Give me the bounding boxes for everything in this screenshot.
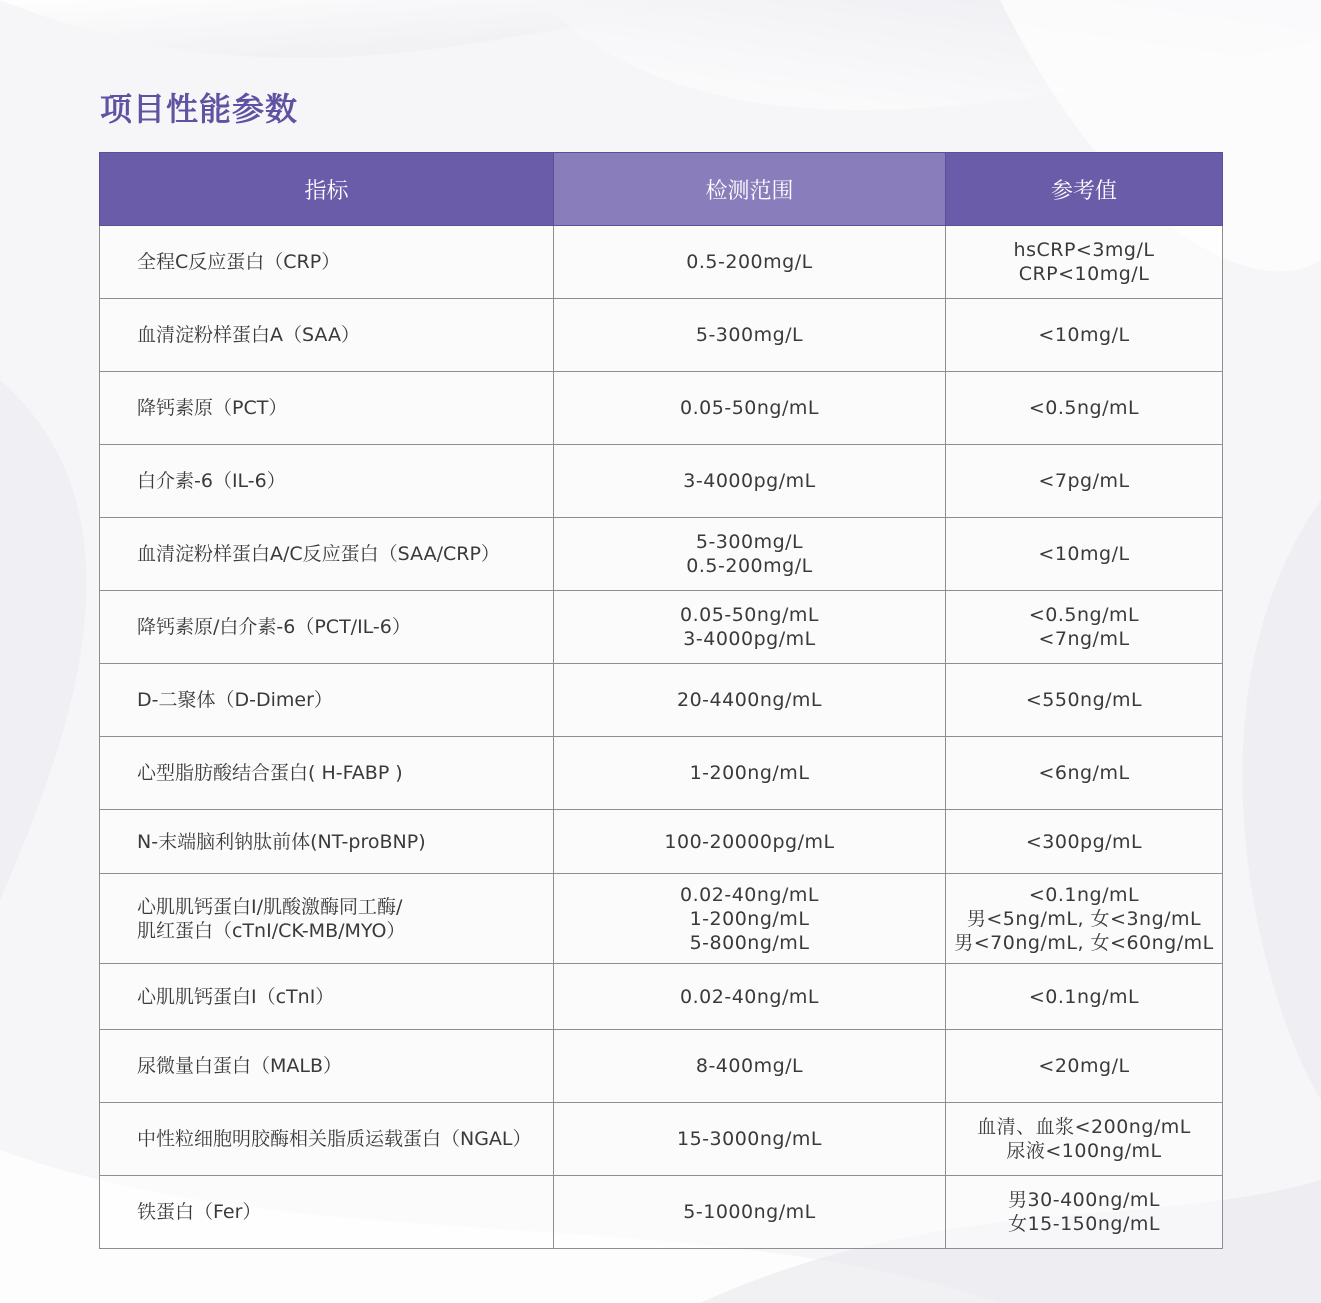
indicator-cell-line: 降钙素原/白介素-6（PCT/IL-6） bbox=[137, 616, 411, 638]
reference-cell bbox=[946, 1030, 1223, 1103]
range-cell-line: 3-4000pg/mL bbox=[683, 628, 816, 650]
table-row bbox=[100, 874, 1223, 964]
reference-cell-line: <7pg/mL bbox=[1038, 470, 1130, 492]
table-row bbox=[100, 299, 1223, 372]
table-row bbox=[100, 445, 1223, 518]
indicator-cell bbox=[100, 372, 554, 445]
range-cell bbox=[554, 1103, 946, 1176]
range-cell-line: 0.02-40ng/mL bbox=[680, 985, 819, 1008]
range-cell-line: 0.05-50ng/mL bbox=[680, 397, 819, 419]
reference-cell-line: <7ng/mL bbox=[1038, 628, 1130, 650]
range-cell-line: 1-200ng/mL bbox=[689, 762, 810, 784]
table-row bbox=[100, 1030, 1223, 1103]
indicator-cell bbox=[100, 226, 554, 299]
table-row bbox=[100, 964, 1223, 1030]
indicator-cell-line: 心肌肌钙蛋白I/肌酸激酶同工酶/ bbox=[137, 895, 403, 918]
indicator-cell bbox=[100, 874, 554, 964]
range-cell bbox=[554, 445, 946, 518]
range-cell bbox=[554, 810, 946, 874]
range-cell bbox=[554, 372, 946, 445]
indicator-cell-line: D-二聚体（D-Dimer） bbox=[137, 689, 333, 711]
table-row bbox=[100, 591, 1223, 664]
reference-cell-line: <0.5ng/mL bbox=[1028, 397, 1140, 419]
range-cell bbox=[554, 1030, 946, 1103]
indicator-cell-line: 尿微量白蛋白（MALB） bbox=[137, 1055, 343, 1077]
indicator-cell-line: 心型脂肪酸结合蛋白( H-FABP ) bbox=[137, 762, 403, 784]
range-cell-line: 5-300mg/L bbox=[695, 324, 804, 346]
table-row bbox=[100, 810, 1223, 874]
range-cell-line: 0.05-50ng/mL bbox=[680, 604, 819, 626]
table-row bbox=[100, 1103, 1223, 1176]
table-header-row bbox=[100, 153, 1223, 226]
indicator-cell-line: 白介素-6（IL-6） bbox=[137, 470, 286, 492]
indicator-cell bbox=[100, 299, 554, 372]
indicator-cell bbox=[100, 664, 554, 737]
table-row bbox=[100, 226, 1223, 299]
reference-cell bbox=[946, 874, 1223, 964]
range-cell bbox=[554, 591, 946, 664]
reference-cell-line: <6ng/mL bbox=[1038, 762, 1130, 784]
reference-cell bbox=[946, 518, 1223, 591]
table-row bbox=[100, 1176, 1223, 1249]
reference-cell bbox=[946, 1176, 1223, 1249]
range-cell bbox=[554, 518, 946, 591]
range-cell-line: 20-4400ng/mL bbox=[677, 689, 822, 711]
reference-cell-line: <0.5ng/mL bbox=[1028, 604, 1140, 626]
reference-cell bbox=[946, 964, 1223, 1030]
indicator-cell bbox=[100, 1030, 554, 1103]
reference-cell-line: <10mg/L bbox=[1038, 543, 1130, 565]
indicator-cell bbox=[100, 1103, 554, 1176]
header-indicator: 指标 bbox=[100, 153, 554, 226]
range-cell-line: 5-800ng/mL bbox=[689, 931, 810, 954]
reference-cell-line: CRP<10mg/L bbox=[1018, 263, 1150, 285]
reference-cell-line: <300pg/mL bbox=[1025, 830, 1143, 853]
reference-cell-line: 血清、血浆<200ng/mL bbox=[977, 1116, 1191, 1138]
indicator-cell bbox=[100, 445, 554, 518]
indicator-cell-line: 心肌肌钙蛋白I（cTnI） bbox=[137, 985, 335, 1008]
range-cell-line: 8-400mg/L bbox=[695, 1055, 804, 1077]
reference-cell bbox=[946, 664, 1223, 737]
reference-cell bbox=[946, 810, 1223, 874]
indicator-cell bbox=[100, 810, 554, 874]
table-row bbox=[100, 518, 1223, 591]
indicator-cell-line: N-末端脑利钠肽前体(NT-proBNP) bbox=[137, 830, 426, 853]
reference-cell bbox=[946, 445, 1223, 518]
performance-table bbox=[99, 152, 1223, 1249]
range-cell-line: 15-3000ng/mL bbox=[677, 1128, 822, 1150]
range-cell-line: 0.5-200mg/L bbox=[686, 251, 813, 273]
table-row bbox=[100, 372, 1223, 445]
reference-cell-line: 尿液<100ng/mL bbox=[1006, 1140, 1162, 1162]
reference-cell-line: <20mg/L bbox=[1038, 1055, 1130, 1077]
indicator-cell bbox=[100, 518, 554, 591]
indicator-cell-line: 肌红蛋白（cTnI/CK-MB/MYO） bbox=[137, 919, 406, 942]
reference-cell-line: <550ng/mL bbox=[1025, 689, 1143, 711]
range-cell bbox=[554, 1176, 946, 1249]
indicator-cell bbox=[100, 1176, 554, 1249]
header-reference: 参考值 bbox=[946, 153, 1223, 226]
indicator-cell bbox=[100, 964, 554, 1030]
reference-cell-line: 女15-150ng/mL bbox=[1008, 1213, 1160, 1235]
range-cell-line: 3-4000pg/mL bbox=[683, 470, 816, 492]
indicator-cell-line: 中性粒细胞明胶酶相关脂质运载蛋白（NGAL） bbox=[137, 1128, 532, 1150]
range-cell-line: 1-200ng/mL bbox=[689, 907, 810, 930]
range-cell-line: 5-1000ng/mL bbox=[683, 1201, 816, 1223]
indicator-cell-line: 铁蛋白（Fer） bbox=[137, 1201, 262, 1223]
indicator-cell-line: 血清淀粉样蛋白A（SAA） bbox=[137, 324, 360, 346]
reference-cell-line: 男<5ng/mL, 女<3ng/mL bbox=[966, 907, 1202, 930]
range-cell bbox=[554, 874, 946, 964]
range-cell bbox=[554, 664, 946, 737]
reference-cell-line: hsCRP<3mg/L bbox=[1013, 239, 1155, 261]
reference-cell bbox=[946, 591, 1223, 664]
range-cell-line: 0.5-200mg/L bbox=[686, 555, 813, 577]
indicator-cell-line: 血清淀粉样蛋白A/C反应蛋白（SAA/CRP） bbox=[137, 543, 500, 565]
reference-cell-line: 男<70ng/mL, 女<60ng/mL bbox=[954, 931, 1214, 954]
indicator-cell-line: 全程C反应蛋白（CRP） bbox=[137, 251, 341, 273]
reference-cell bbox=[946, 1103, 1223, 1176]
reference-cell-line: <0.1ng/mL bbox=[1028, 883, 1140, 906]
reference-cell-line: 男30-400ng/mL bbox=[1008, 1189, 1160, 1211]
indicator-cell-line: 降钙素原（PCT） bbox=[137, 397, 288, 419]
range-cell-line: 0.02-40ng/mL bbox=[680, 883, 819, 906]
table-row bbox=[100, 737, 1223, 810]
reference-cell-line: <10mg/L bbox=[1038, 324, 1130, 346]
reference-cell-line: <0.1ng/mL bbox=[1028, 985, 1140, 1008]
reference-cell bbox=[946, 226, 1223, 299]
page-title: 项目性能参数 bbox=[100, 90, 299, 128]
range-cell-line: 5-300mg/L bbox=[695, 531, 804, 553]
range-cell bbox=[554, 737, 946, 810]
reference-cell bbox=[946, 372, 1223, 445]
reference-cell bbox=[946, 299, 1223, 372]
range-cell bbox=[554, 299, 946, 372]
indicator-cell bbox=[100, 591, 554, 664]
table-row bbox=[100, 664, 1223, 737]
range-cell-line: 100-20000pg/mL bbox=[664, 830, 835, 853]
range-cell bbox=[554, 226, 946, 299]
header-range: 检测范围 bbox=[554, 153, 946, 226]
indicator-cell bbox=[100, 737, 554, 810]
range-cell bbox=[554, 964, 946, 1030]
table-body bbox=[100, 226, 1223, 1249]
reference-cell bbox=[946, 737, 1223, 810]
